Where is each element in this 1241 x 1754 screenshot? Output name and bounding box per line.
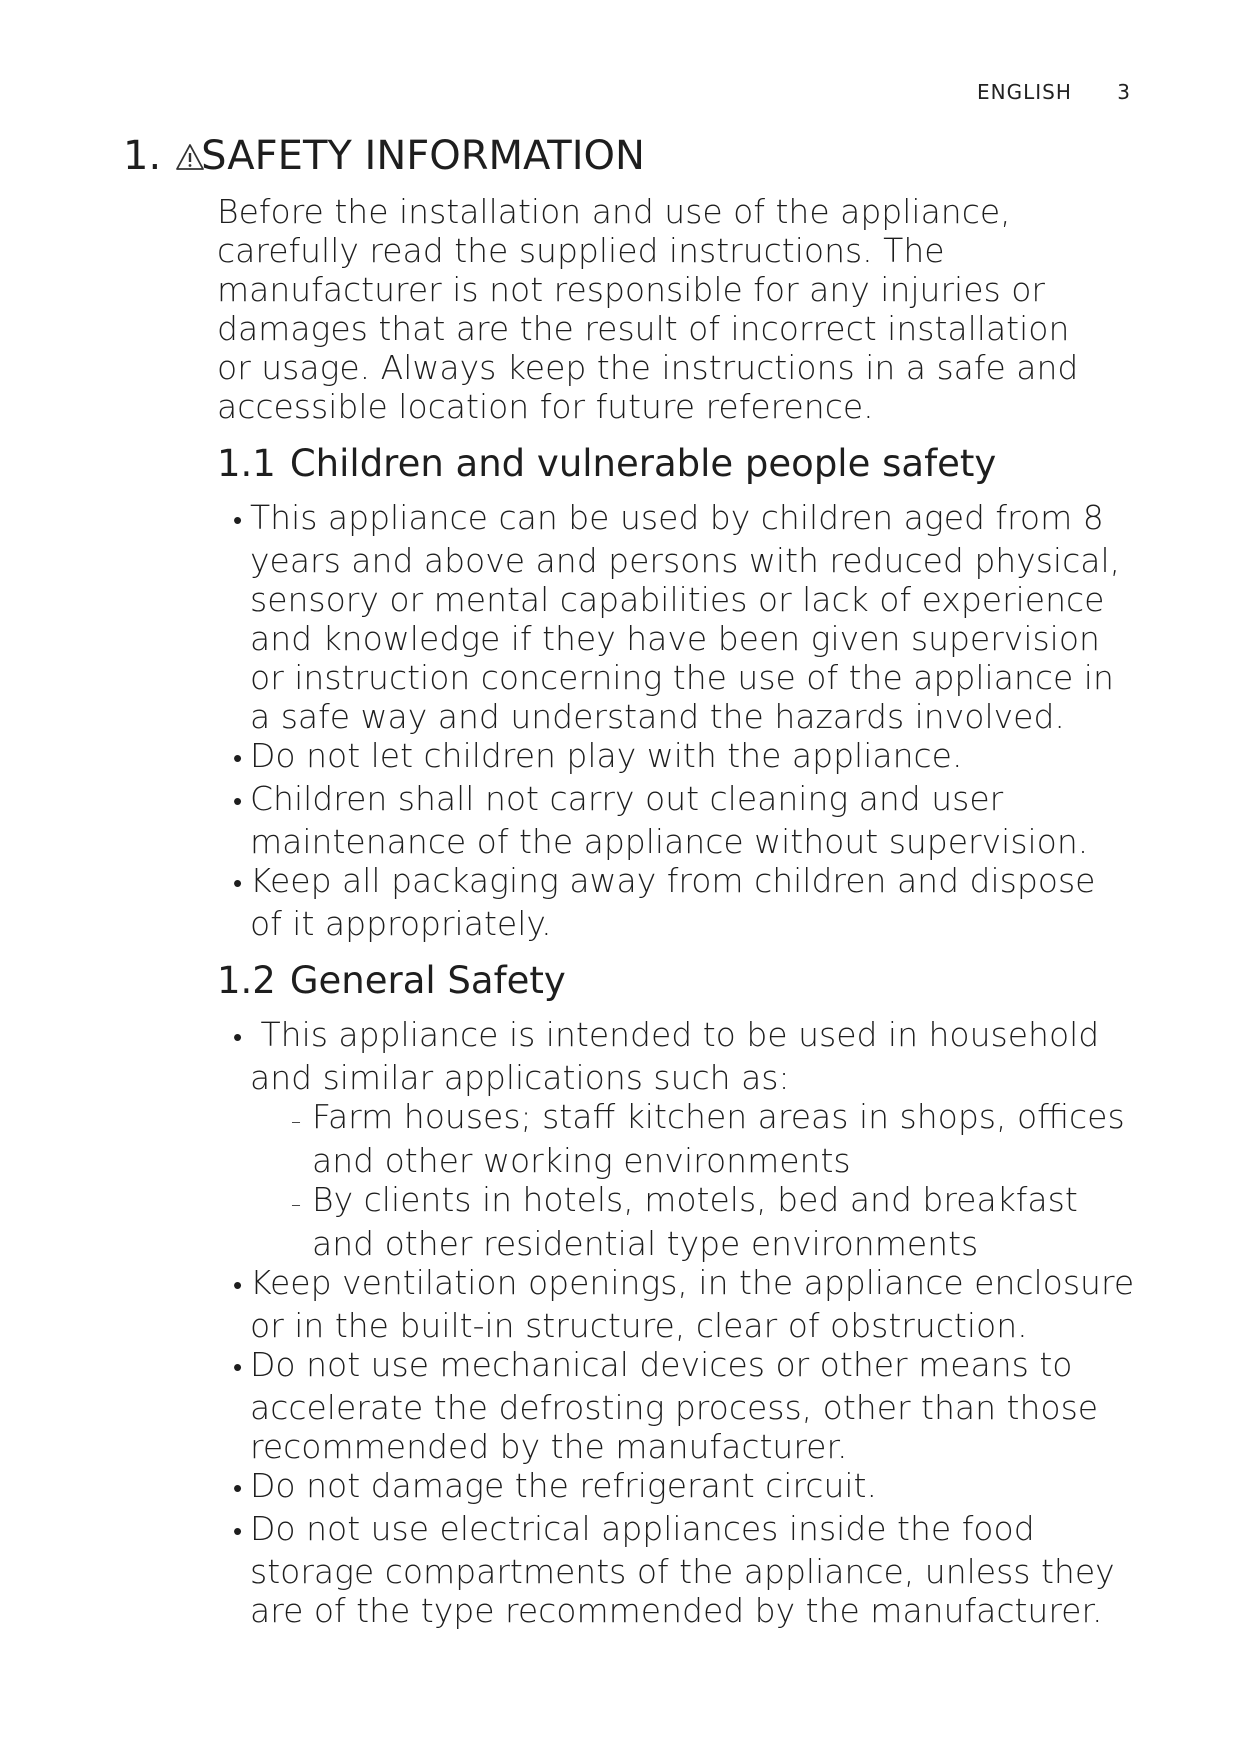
list-item: • Keep ventilation openings, in the appliance enclosure or in the built-in structure, clear of obstruction.: [217, 1263, 1137, 1345]
subsection-title: General Safety: [289, 959, 566, 1002]
subsection-heading-children: [217, 442, 1137, 486]
list-item: • Do not let children play with the appliance.: [217, 736, 1137, 779]
sub-list-item: – Farm houses; staff kitchen areas in shops, offices and other working environments: [274, 1097, 1137, 1180]
section-title-text: SAFETY INFORMATION: [201, 133, 645, 179]
section-number: 1.: [123, 133, 162, 179]
list-item: [217, 1015, 1137, 1263]
children-safety-list: [217, 498, 1137, 943]
general-safety-list: [217, 1015, 1137, 1630]
page-number: 3: [1117, 80, 1131, 104]
list-item-text: This appliance is intended to be used in household and similar applications such as:: [250, 1015, 1100, 1097]
subsection-number: 1.2: [217, 959, 276, 1002]
list-item: • Do not use electrical appliances inside the food storage compartments of the appliance, unless they are of the type recommended by the manufacturer.: [217, 1509, 1137, 1630]
list-item: • Children shall not carry out cleaning and user maintenance of the appliance without supervision.: [217, 779, 1137, 861]
page-header: [977, 80, 1131, 104]
list-item: • This appliance can be used by children aged from 8 years and above and persons with reduced physical, sensory or mental capabilities or lack of experience and knowledge if they have been given supervision or instruction concerning the use of the appliance in a safe way and understand the hazards involved.: [217, 498, 1137, 736]
sub-list-item: – By clients in hotels, motels, bed and breakfast and other residential type environments: [274, 1180, 1137, 1263]
list-item: • Keep all packaging away from children and dispose of it appropriately.: [217, 861, 1137, 943]
subsection-number: 1.1: [217, 442, 276, 485]
section-title: [123, 132, 645, 180]
subsection-title: Children and vulnerable people safety: [289, 442, 997, 485]
sub-list: [250, 1097, 1137, 1263]
list-item: • Do not damage the refrigerant circuit.: [217, 1466, 1137, 1509]
document-body: [217, 192, 1137, 1646]
list-item: • Do not use mechanical devices or other means to accelerate the defrosting process, other than those recommended by the manufacturer.: [217, 1345, 1137, 1466]
language-label: ENGLISH: [977, 80, 1072, 104]
intro-paragraph: Before the installation and use of the appliance, carefully read the supplied instructions. The manufacturer is not responsible for any injuries or damages that are the result of incorrect installation or usage. Always keep the instructions in a safe and accessible location for future reference.: [217, 192, 1079, 426]
subsection-heading-general: [217, 959, 1137, 1003]
